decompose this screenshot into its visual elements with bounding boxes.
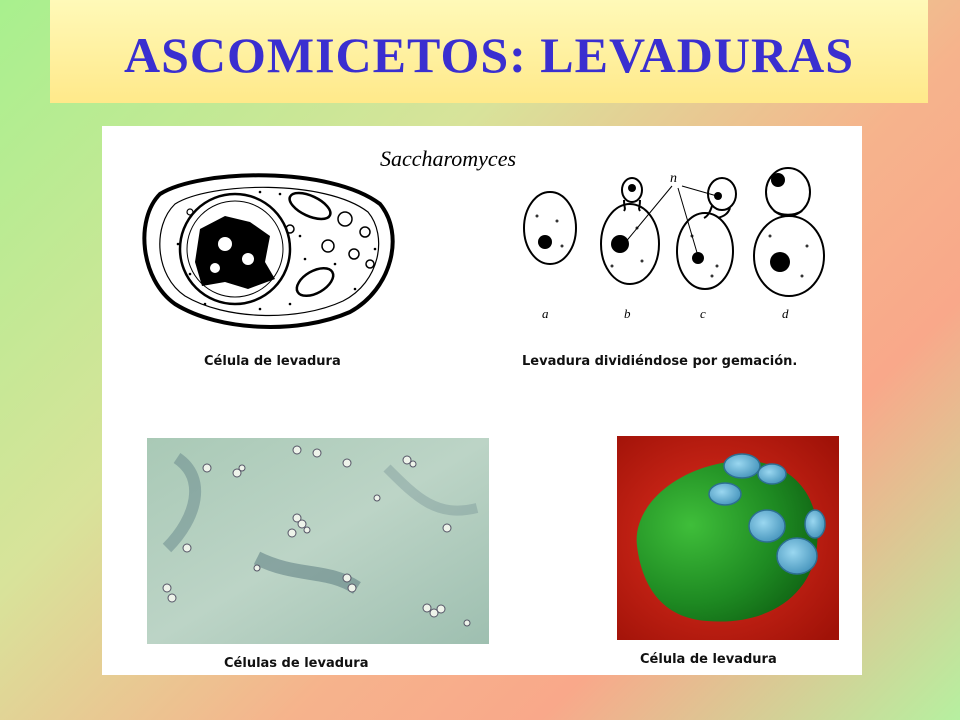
micrograph-caption: Células de levadura (224, 656, 369, 671)
yeast-sem-image (617, 436, 839, 640)
slide-title: ASCOMICETOS: LEVADURAS (123, 26, 855, 83)
stage-label-d: d (782, 306, 789, 321)
stage-label-a: a (542, 306, 549, 321)
stage-label-c: c (700, 306, 706, 321)
nucleus-pointer: n (670, 171, 677, 186)
budding-sequence-diagram (512, 166, 842, 331)
yeast-cell-caption: Célula de levadura (204, 354, 341, 369)
figure-panel (102, 126, 862, 675)
yeast-cell-diagram (130, 164, 400, 334)
sem-caption: Célula de levadura (640, 652, 777, 667)
yeast-micrograph (147, 438, 489, 644)
stage-label-b: b (624, 306, 631, 321)
genus-label: Saccharomyces (380, 146, 517, 171)
budding-caption: Levadura dividiéndose por gemación. (522, 354, 798, 369)
title-banner (50, 0, 928, 103)
